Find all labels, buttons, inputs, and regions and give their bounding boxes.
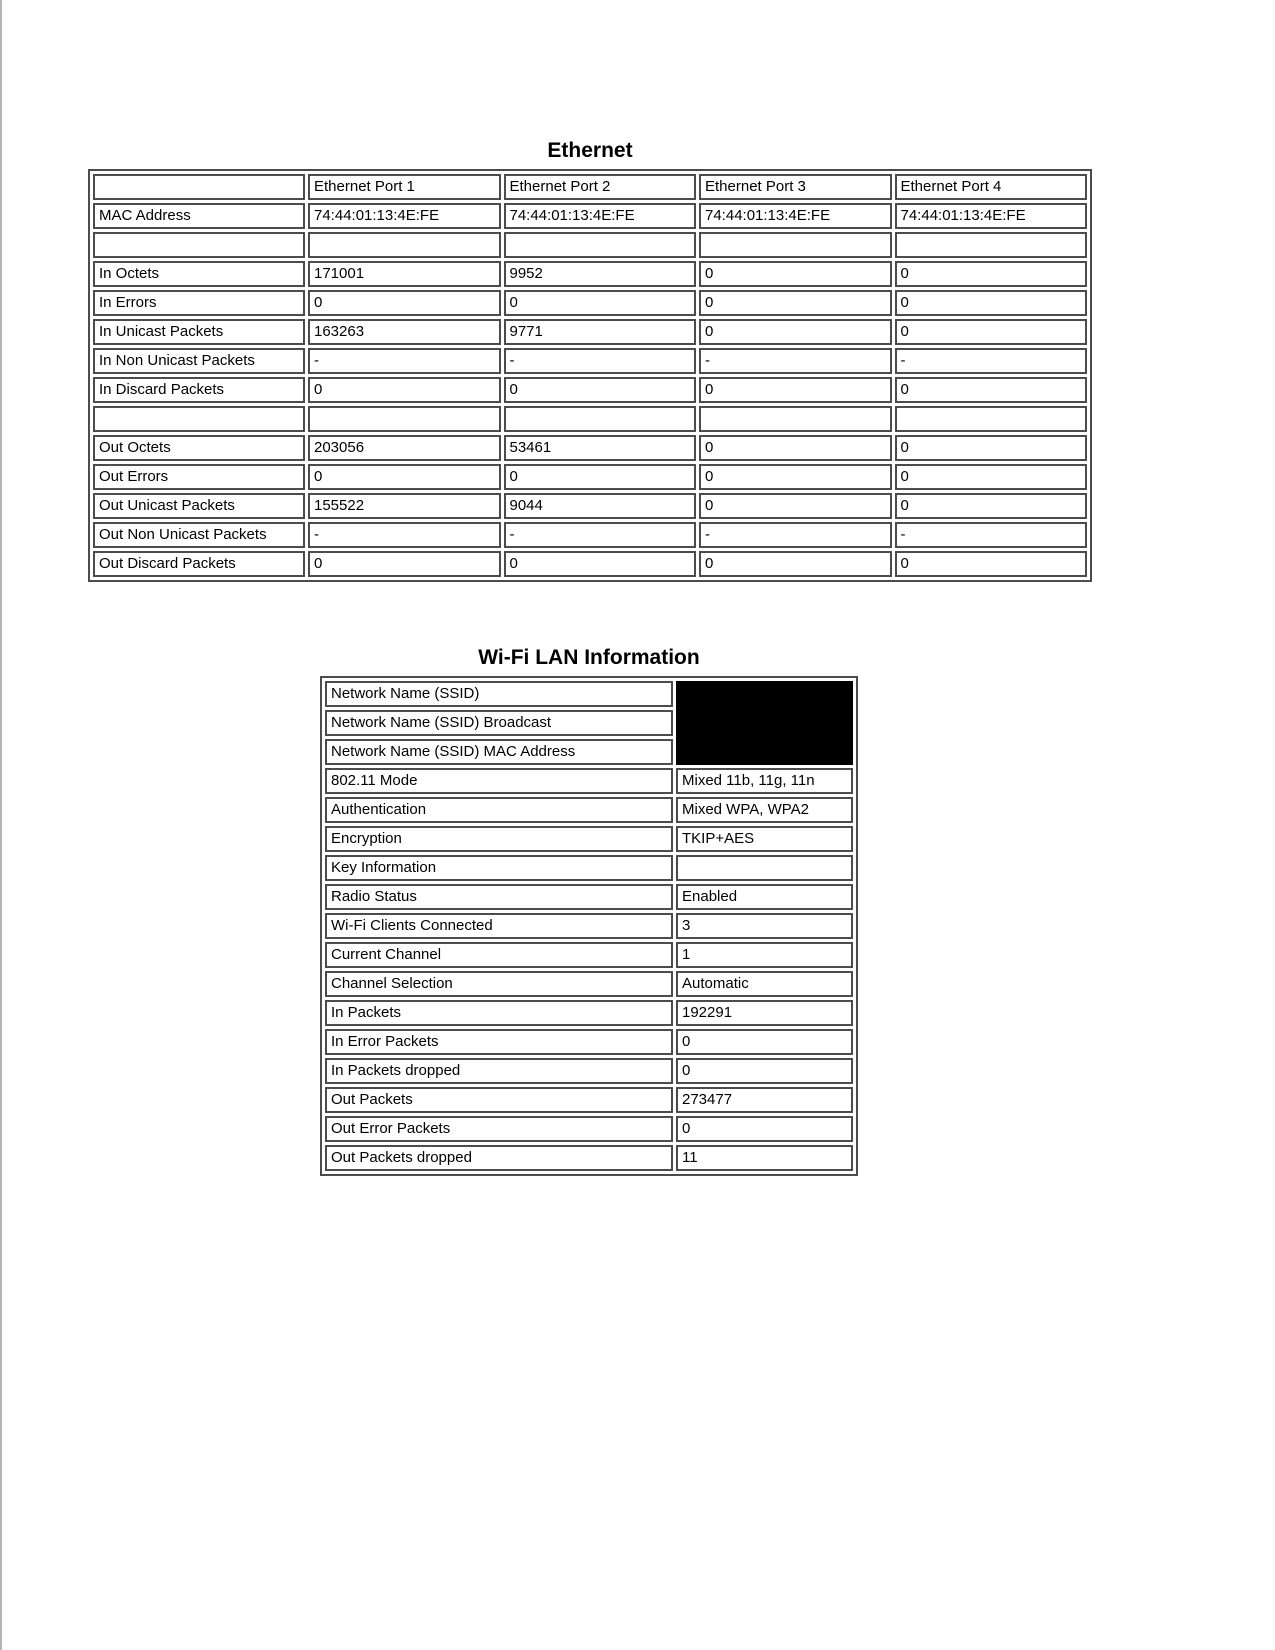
ethernet-table-row: [93, 203, 1087, 229]
ethernet-table-body: [93, 174, 1087, 577]
ethernet-row-value-cell: 0: [504, 377, 697, 403]
ethernet-row-value-cell: 203056: [308, 435, 501, 461]
ethernet-row-value-cell: 171001: [308, 261, 501, 287]
ethernet-header-corner-cell: [93, 174, 305, 200]
ethernet-row-label-cell: Out Octets: [93, 435, 305, 461]
ethernet-table-row: [93, 290, 1087, 316]
wifi-row-value-cell: 192291: [676, 1000, 853, 1026]
ethernet-row-label-cell: Out Non Unicast Packets: [93, 522, 305, 548]
ethernet-row-value-cell: [895, 232, 1088, 258]
ethernet-table-row: [93, 435, 1087, 461]
ethernet-table-row: [93, 348, 1087, 374]
ethernet-row-value-cell: [699, 406, 892, 432]
ethernet-table-row: [93, 551, 1087, 577]
wifi-table-row: [325, 797, 853, 823]
ethernet-row-value-cell: -: [699, 522, 892, 548]
wifi-table-holder: [320, 676, 858, 1176]
wifi-table-row: [325, 942, 853, 968]
ethernet-row-value-cell: 74:44:01:13:4E:FE: [895, 203, 1088, 229]
ethernet-row-value-cell: 0: [895, 493, 1088, 519]
ethernet-row-label-cell: In Octets: [93, 261, 305, 287]
ethernet-row-value-cell: 74:44:01:13:4E:FE: [699, 203, 892, 229]
ethernet-port-header-cell: Ethernet Port 4: [895, 174, 1088, 200]
wifi-row-label-cell: Key Information: [325, 855, 673, 881]
ethernet-row-value-cell: 0: [895, 261, 1088, 287]
wifi-table-row: [325, 855, 853, 881]
ethernet-row-label-cell: Out Errors: [93, 464, 305, 490]
ethernet-row-value-cell: 0: [895, 551, 1088, 577]
wifi-row-label-cell: In Packets: [325, 1000, 673, 1026]
ethernet-table-row: [93, 377, 1087, 403]
wifi-table-row: [325, 913, 853, 939]
ethernet-statistics-table: [88, 169, 1092, 582]
wifi-section-title: Wi-Fi LAN Information: [478, 646, 700, 669]
wifi-row-label-cell: Radio Status: [325, 884, 673, 910]
ethernet-row-value-cell: 163263: [308, 319, 501, 345]
wifi-row-value-cell: Enabled: [676, 884, 853, 910]
ethernet-row-value-cell: [308, 406, 501, 432]
ethernet-table-row: [93, 464, 1087, 490]
wifi-row-label-cell: Channel Selection: [325, 971, 673, 997]
ethernet-row-value-cell: -: [504, 522, 697, 548]
wifi-row-value-cell: 0: [676, 1029, 853, 1055]
ethernet-row-value-cell: -: [504, 348, 697, 374]
ethernet-row-value-cell: 0: [308, 290, 501, 316]
wifi-row-label-cell: Current Channel: [325, 942, 673, 968]
ethernet-row-value-cell: 0: [895, 435, 1088, 461]
wifi-row-value-cell: [676, 855, 853, 881]
ethernet-row-value-cell: 0: [699, 377, 892, 403]
wifi-row-label-cell: 802.11 Mode: [325, 768, 673, 794]
wifi-table-row: [325, 826, 853, 852]
ethernet-table-row: [93, 493, 1087, 519]
ethernet-row-value-cell: 9771: [504, 319, 697, 345]
ethernet-row-label-cell: In Non Unicast Packets: [93, 348, 305, 374]
wifi-row-label-cell: Encryption: [325, 826, 673, 852]
wifi-row-value-cell: 11: [676, 1145, 853, 1171]
ethernet-row-value-cell: 0: [308, 464, 501, 490]
ethernet-row-value-cell: 0: [895, 290, 1088, 316]
ethernet-row-value-cell: 0: [699, 493, 892, 519]
wifi-table-row: [325, 1000, 853, 1026]
ethernet-row-value-cell: 0: [308, 551, 501, 577]
wifi-row-label-cell: Wi-Fi Clients Connected: [325, 913, 673, 939]
wifi-row-label-cell: Out Packets dropped: [325, 1145, 673, 1171]
ethernet-row-value-cell: -: [895, 522, 1088, 548]
wifi-row-value-cell: 0: [676, 1116, 853, 1142]
wifi-row-label-cell: Authentication: [325, 797, 673, 823]
ethernet-port-header-cell: Ethernet Port 1: [308, 174, 501, 200]
wifi-lan-section: [320, 646, 858, 1176]
ethernet-table-row: [93, 261, 1087, 287]
ethernet-row-value-cell: 0: [699, 435, 892, 461]
wifi-row-label-cell: Network Name (SSID) MAC Address: [325, 739, 673, 765]
ethernet-row-value-cell: -: [308, 522, 501, 548]
ethernet-row-label-cell: In Unicast Packets: [93, 319, 305, 345]
ethernet-row-label-cell: In Discard Packets: [93, 377, 305, 403]
wifi-row-label-cell: Out Error Packets: [325, 1116, 673, 1142]
wifi-row-value-cell: Mixed 11b, 11g, 11n: [676, 768, 853, 794]
ethernet-row-value-cell: 9044: [504, 493, 697, 519]
wifi-row-value-cell: 1: [676, 942, 853, 968]
ethernet-table-row: [93, 319, 1087, 345]
ethernet-section-title: Ethernet: [547, 139, 633, 162]
ethernet-row-label-cell: Out Discard Packets: [93, 551, 305, 577]
ethernet-row-value-cell: [504, 232, 697, 258]
wifi-table-row: [325, 1058, 853, 1084]
ethernet-row-value-cell: 0: [895, 377, 1088, 403]
wifi-row-value-cell: Mixed WPA, WPA2: [676, 797, 853, 823]
ethernet-row-value-cell: -: [308, 348, 501, 374]
ssid-redaction-block: [676, 681, 853, 765]
wifi-table-row: [325, 1029, 853, 1055]
ethernet-row-value-cell: 0: [699, 290, 892, 316]
wifi-row-label-cell: In Packets dropped: [325, 1058, 673, 1084]
wifi-row-label-cell: Network Name (SSID) Broadcast: [325, 710, 673, 736]
ethernet-spacer-row: [93, 232, 1087, 258]
ethernet-row-value-cell: 0: [895, 464, 1088, 490]
ethernet-row-label-cell: Out Unicast Packets: [93, 493, 305, 519]
ethernet-row-value-cell: 0: [895, 319, 1088, 345]
ethernet-header-row: [93, 174, 1087, 200]
ethernet-row-label-cell: In Errors: [93, 290, 305, 316]
ethernet-row-value-cell: 0: [699, 551, 892, 577]
ethernet-row-value-cell: 74:44:01:13:4E:FE: [504, 203, 697, 229]
ethernet-row-label-cell: MAC Address: [93, 203, 305, 229]
page-left-edge-line: [0, 0, 2, 1650]
ethernet-port-header-cell: Ethernet Port 2: [504, 174, 697, 200]
ethernet-row-value-cell: 0: [699, 261, 892, 287]
ethernet-row-label-cell: [93, 232, 305, 258]
ethernet-row-value-cell: [895, 406, 1088, 432]
ethernet-row-value-cell: [504, 406, 697, 432]
ethernet-row-value-cell: -: [699, 348, 892, 374]
wifi-row-value-cell: TKIP+AES: [676, 826, 853, 852]
ethernet-row-value-cell: 0: [504, 464, 697, 490]
ethernet-section: [88, 139, 1092, 582]
wifi-table-row: [325, 768, 853, 794]
wifi-row-value-cell: Automatic: [676, 971, 853, 997]
ethernet-row-value-cell: 0: [504, 551, 697, 577]
ethernet-port-header-cell: Ethernet Port 3: [699, 174, 892, 200]
wifi-row-value-cell: 0: [676, 1058, 853, 1084]
ethernet-row-label-cell: [93, 406, 305, 432]
ethernet-row-value-cell: 53461: [504, 435, 697, 461]
wifi-row-label-cell: Out Packets: [325, 1087, 673, 1113]
ethernet-table-row: [93, 522, 1087, 548]
wifi-table-row: [325, 884, 853, 910]
ethernet-row-value-cell: 0: [504, 290, 697, 316]
ethernet-row-value-cell: [308, 232, 501, 258]
ethernet-row-value-cell: 0: [699, 319, 892, 345]
ethernet-row-value-cell: 74:44:01:13:4E:FE: [308, 203, 501, 229]
wifi-table-row: [325, 1116, 853, 1142]
wifi-row-value-cell: 273477: [676, 1087, 853, 1113]
ethernet-row-value-cell: [699, 232, 892, 258]
ethernet-row-value-cell: 155522: [308, 493, 501, 519]
wifi-row-value-cell: 3: [676, 913, 853, 939]
ethernet-row-value-cell: 0: [308, 377, 501, 403]
wifi-table-row: [325, 1087, 853, 1113]
ethernet-row-value-cell: -: [895, 348, 1088, 374]
wifi-row-label-cell: Network Name (SSID): [325, 681, 673, 707]
ethernet-row-value-cell: 0: [699, 464, 892, 490]
ethernet-row-value-cell: 9952: [504, 261, 697, 287]
wifi-table-row: [325, 971, 853, 997]
wifi-row-label-cell: In Error Packets: [325, 1029, 673, 1055]
ethernet-spacer-row: [93, 406, 1087, 432]
wifi-table-row: [325, 1145, 853, 1171]
